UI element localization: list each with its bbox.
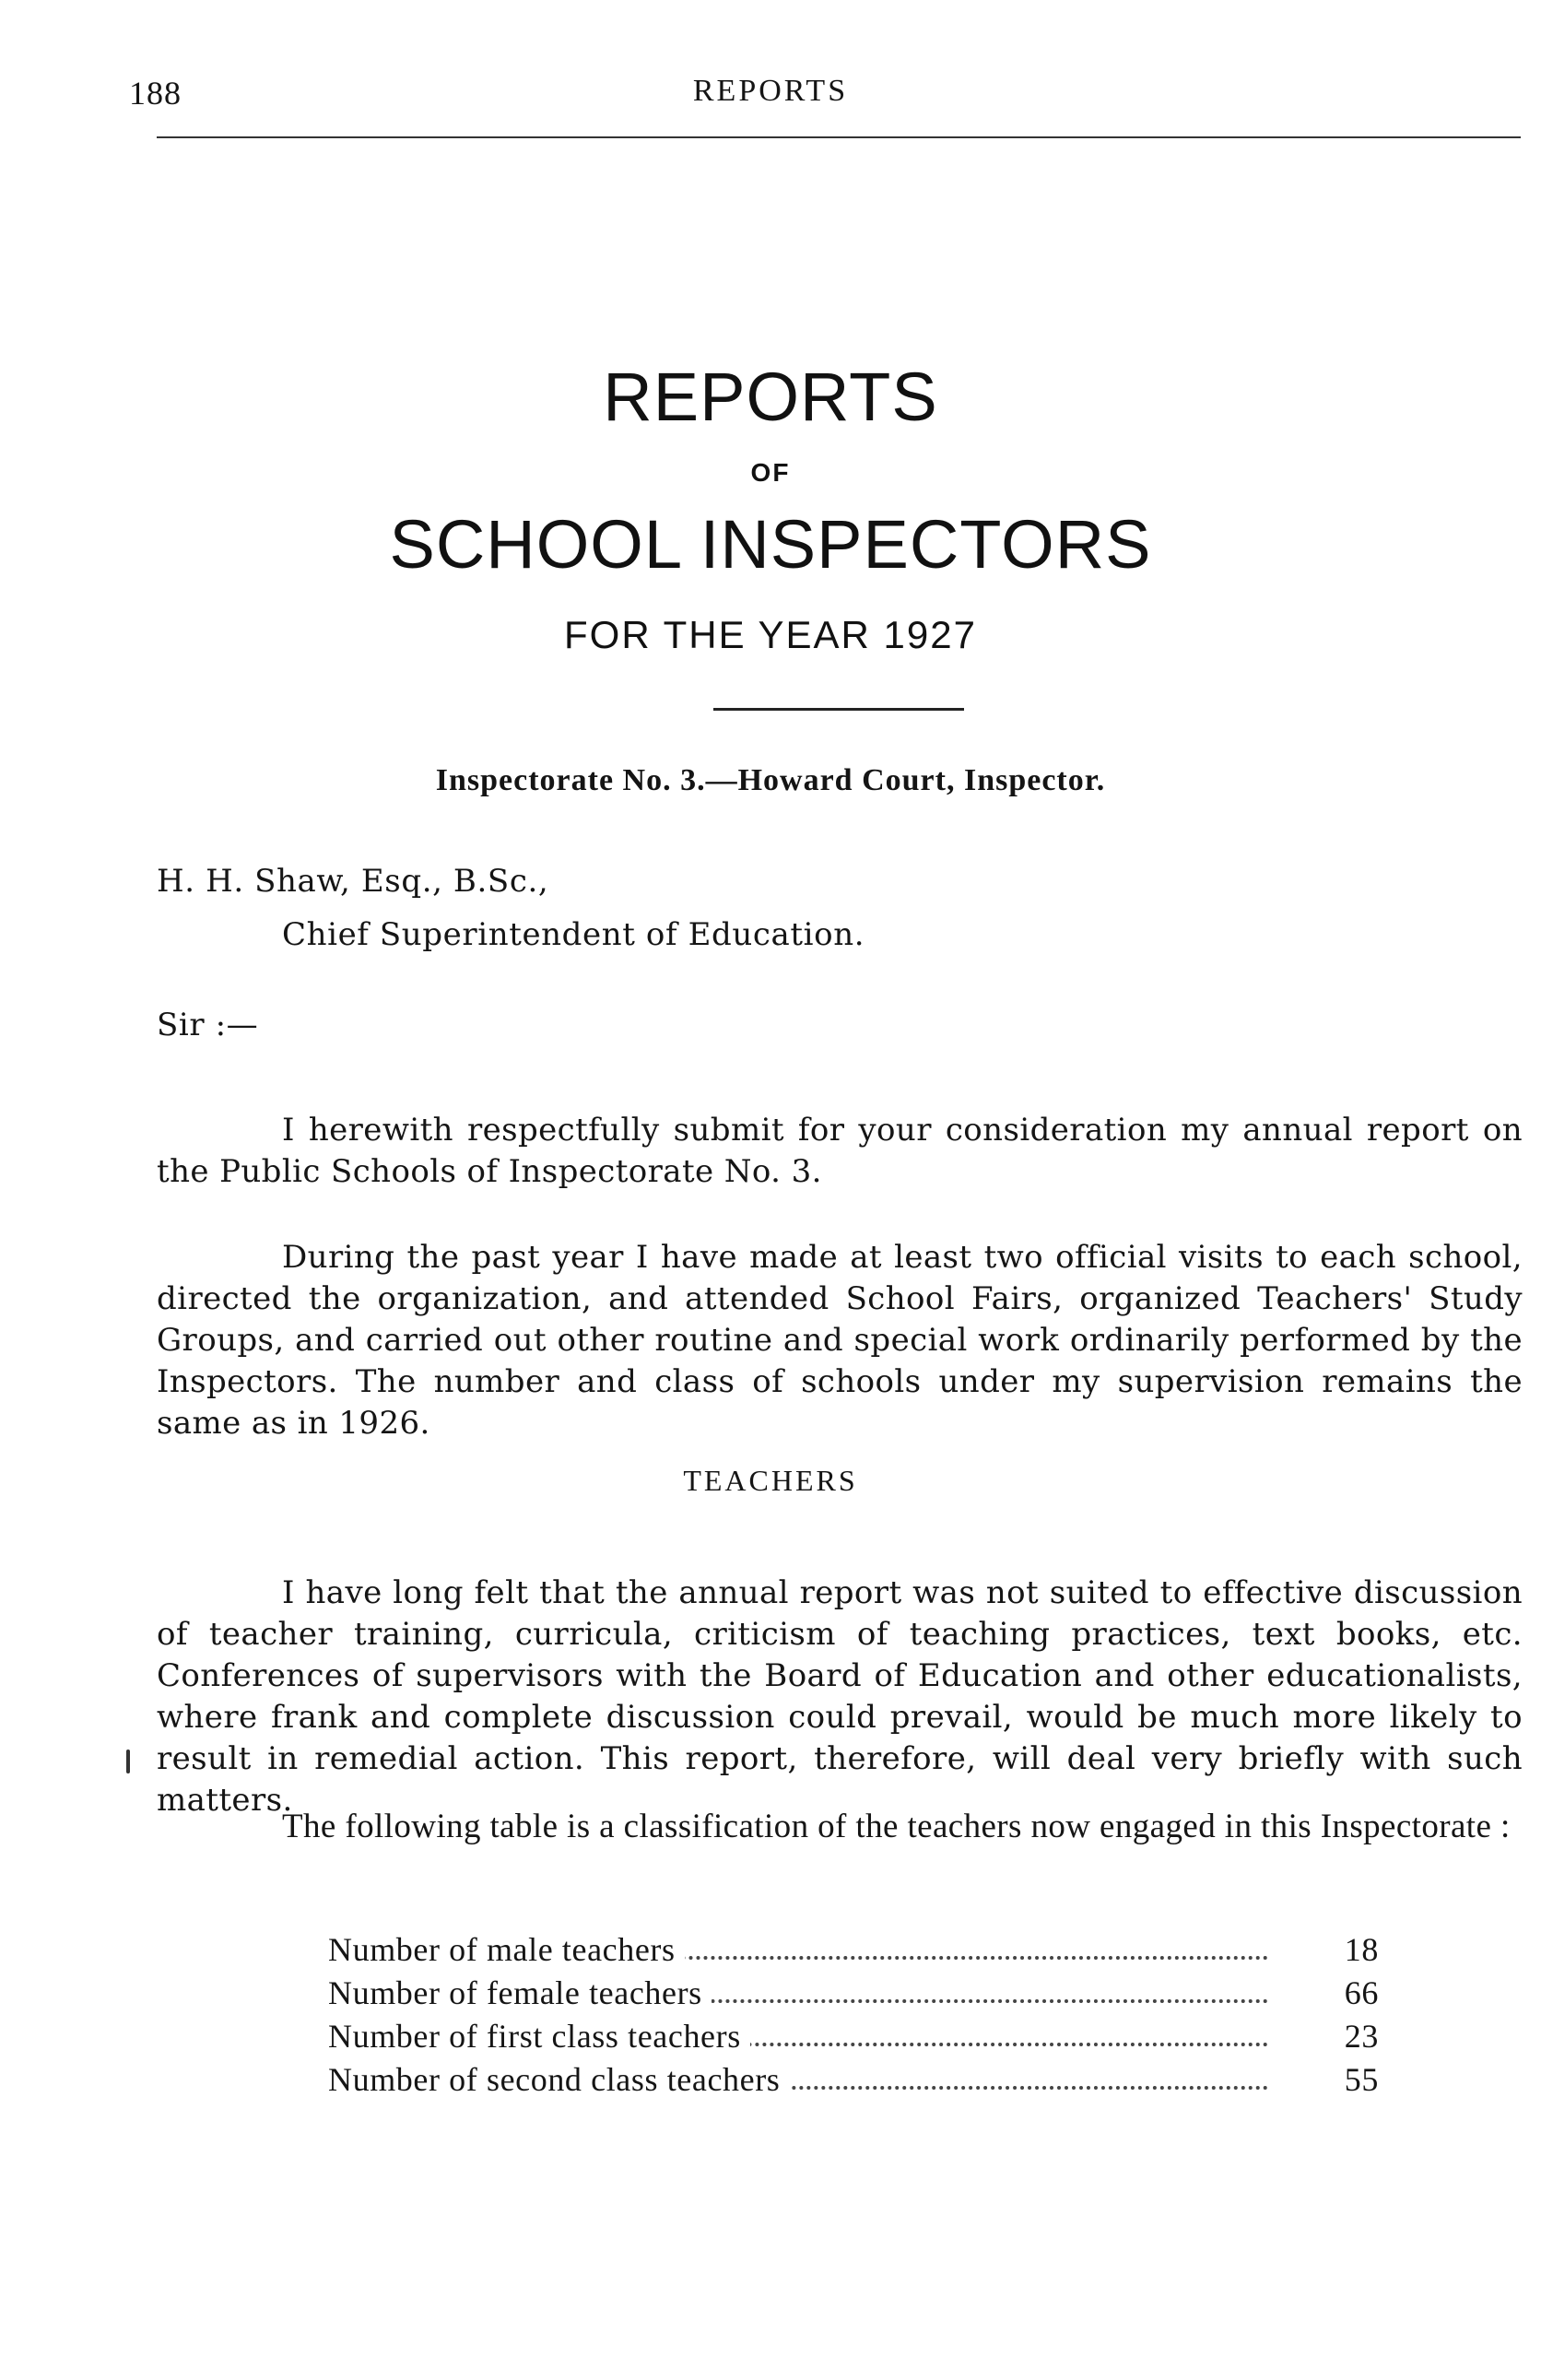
addressee-title: Chief Superintendent of Education. [282,916,865,953]
table-row [328,2058,1379,2102]
running-header [0,66,1541,122]
row-label: Number of second class teachers [328,2058,789,2102]
salutation: Sir :— [157,1007,259,1043]
table-row [328,1928,1379,1972]
row-label: Number of male teachers [328,1928,685,1972]
paragraph-visits: During the past year I have made at least two official visits to each school, directed the organization, and attended School Fairs, organized Teachers' Study Groups, and carried out other routine and special work ordinarily performed by the Inspectors. The number and class of schools under my supervision remains the same as in 1926. [157,1239,1523,1442]
title-rule [713,708,964,711]
row-label: Number of female teachers [328,1972,712,2015]
page-speck [126,1750,130,1773]
section-heading-teachers: TEACHERS [683,1464,858,1497]
paragraph-intro: I herewith respectfully submit for your consideration my annual report on the Public Schools of Inspectorate No. 3. [157,1112,1523,1190]
row-value: 23 [1344,2018,1379,2055]
report-title-of: OF [750,458,791,487]
report-year-line: FOR THE YEAR 1927 [564,613,977,656]
report-title: REPORTS [603,359,938,435]
page-number: 188 [129,75,182,112]
row-label: Number of first class teachers [328,2015,750,2058]
paragraph-table-intro: The following table is a classification of the teachers now engaged in this Inspectorate : [282,1808,1511,1845]
row-value: 18 [1344,1931,1379,1968]
running-title: REPORTS [692,74,849,108]
report-subtitle: SCHOOL INSPECTORS [389,506,1152,583]
header-rule [157,136,1521,138]
teacher-classification-table [328,1928,1379,2102]
table-row [328,1972,1379,2015]
inspectorate-heading: Inspectorate No. 3.—Howard Court, Inspector. [435,763,1106,797]
addressee-name: H. H. Shaw, Esq., B.Sc., [157,863,549,900]
row-value: 66 [1344,1974,1379,2011]
table-row [328,2015,1379,2058]
row-value: 55 [1344,2061,1379,2098]
paragraph-teachers-report: I have long felt that the annual report was not suited to effective discussion of teacher training, curricula, criticism of teaching practices, text books, etc. Conferences of supervisors with the Board of Education and other educationalists, where frank and complete discussion could prevail, would be much more likely to result in remedial action. This report, therefore, will deal very briefly with such matters. [157,1574,1523,1819]
